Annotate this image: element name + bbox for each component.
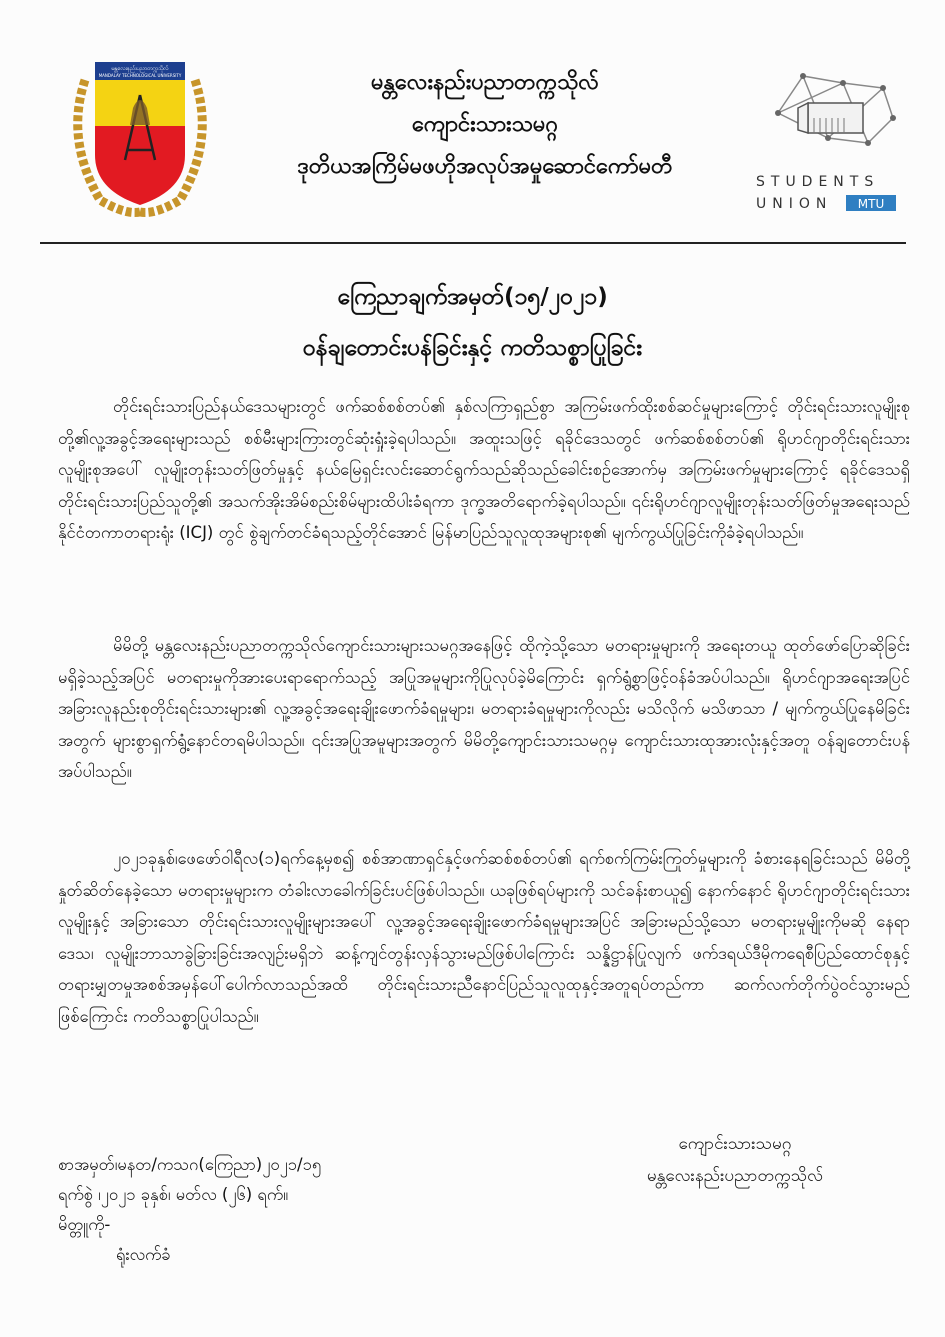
su-line1: STUDENTS [756, 174, 880, 190]
announcement-number: ကြေညာချက်အမှတ်(၁၅/၂၀၂၁) [337, 284, 608, 310]
announcement-title: ဝန်ချတောင်းပန်ခြင်းနှင့် ကတိသစ္စာပြုခြင်း [302, 335, 643, 361]
reference-number: စာအမှတ်၊မနတ/ကသဂ(ကြေညာ)၂၀၂၁/၁၅ [58, 1155, 322, 1174]
document-meta [58, 1150, 321, 1270]
org-line-2: ကျောင်းသားသမဂ္ဂ [411, 112, 559, 137]
paragraph-2: မိမိတို့ မန္တလေးနည်းပညာတက္ကသိုလ်ကျောင်းသားများသမဂ္ဂအနေဖြင့် ထိုကဲ့သို့သော မတရားမှုများကို အရေးတယူ ထုတ်ဖော်ပြောဆိုခြင်းမရှိခဲ့သည့်အပြင် မတရားမှုကိုအားပေးရာရောက်သည့် အပြုအမူများကိုပြုလုပ်ခဲ့မိကြောင်း ရှက်ရွံ့စွာဖြင့်ဝန်ခံအပ်ပါသည်။ ရိုဟင်ဂျာအရေးအပြင် အခြားလူနည်းစုတိုင်းရင်းသားများ၏ လူ့အခွင့်အရေးချိုးဖောက်ခံရမှုများ၊ မတရားခံရမှုများကိုလည်း မသိလိုက် မသိဖာသာ / မျက်ကွယ်ပြုနေမိခြင်းအတွက် များစွာရှက်ရွံ့နောင်တရမိပါသည်။ ၎င်းအပြုအမူများအတွက် မိမိတို့ကျောင်းသားသမဂ္ဂမှ ကျောင်းသားထုအားလုံးနှင့်အတူ ဝန်ချတောင်းပန်အပ်ပါသည်။ [58, 636, 910, 781]
logo-text-sub: MANDALAY TECHNOLOGICAL UNIVERSITY [98, 73, 182, 78]
letterhead [0, 0, 945, 245]
paragraph-3: ၂၀၂၁ခုနှစ်၊ဖေဖော်ဝါရီလ(၁)ရက်နေ့မှစ၍ စစ်အာဏာရှင်နှင့်ဖက်ဆစ်စစ်တပ်၏ ရက်စက်ကြမ်းကြုတ်မှုများကို ခံစားနေရခြင်းသည် မိမိတို့နှုတ်ဆိတ်နေခဲ့သော မတရားမှုများက တံခါးလာခေါက်ခြင်းပင်ဖြစ်ပါသည်။ ယခုဖြစ်ရပ်များကို သင်ခန်းစာယူ၍ နောက်နောင် ရိုဟင်ဂျာတိုင်းရင်းသားလူမျိုးနှင့် အခြားသော တိုင်းရင်းသားလူမျိုးများအပေါ် လူ့အခွင့်အရေးချိုးဖောက်ခံရမှုများအပြင် အခြားမည်သို့သော မတရားမှုမျိုးကိုမဆို နေရာဒေသ၊ လူမျိုးဘာသာခွဲခြားခြင်းအလျဉ်းမရှိဘဲ ဆန့်ကျင်တွန်းလှန်သွားမည်ဖြစ်ပါကြောင်း သန္နိဋ္ဌာန်ပြုလျက် ဖက်ဒရယ်ဒီမိုကရေစီပြည်ထောင်စုနှင့် တရားမျှတမှုအစစ်အမှန်ပေါ်ပေါက်လာသည်အထိ တိုင်းရင်းသားညီနောင်ပြည်သူလူထုနှင့်အတူရပ်တည်ကာ ဆက်လက်တိုက်ပွဲဝင်သွားမည်ဖြစ်ကြောင်း ကတိသစ္စာပြုပါသည်။ [58, 849, 910, 1026]
copy-to-value: ရုံးလက်ခံ [116, 1245, 171, 1264]
su-badge: MTU [857, 197, 885, 211]
organization-name [265, 62, 705, 188]
date-line: ရက်စွဲ ၊၂၀၂၁ ခုနှစ်၊ မတ်လ (၂၆) ရက်။ [58, 1185, 289, 1204]
signer-line-2: မန္တလေးနည်းပညာတက္ကသိုလ် [646, 1166, 824, 1186]
copy-to-label: မိတ္တူကို- [58, 1215, 111, 1234]
org-line-1: မန္တလေးနည်းပညာတက္ကသိုလ် [370, 70, 600, 95]
mtu-crest-logo [55, 50, 225, 220]
signature-block [600, 1128, 870, 1192]
logo-text-top: မန္တလေးနည်းပညာတက္ကသိုလ် [111, 66, 169, 72]
org-line-3: ဒုတိယအကြိမ်မဖဟိုအလုပ်အမှုဆောင်ကော်မတီ [297, 154, 673, 179]
signer-line-1: ကျောင်းသားသမဂ္ဂ [678, 1134, 792, 1154]
paragraph-1: တိုင်းရင်းသားပြည်နယ်ဒေသများတွင် ဖက်ဆစ်စစ်တပ်၏ နှစ်လကြာရှည်စွာ အကြမ်းဖက်ထိုးစစ်ဆင်မှုများကြောင့် တိုင်းရင်းသားလူမျိုးစုတို့၏လူ့အခွင့်အရေးများသည် စစ်မီးများကြားတွင်ဆုံးရှုံးခဲ့ရပါသည်။ အထူးသဖြင့် ရခိုင်ဒေသတွင် ဖက်ဆစ်စစ်တပ်၏ ရိုဟင်ဂျာတိုင်းရင်းသားလူမျိုးစုအပေါ် လူမျိုးတုန်းသတ်ဖြတ်မှုနှင့် နယ်မြေရှင်းလင်းဆောင်ရွက်သည်ဆိုသည်ခေါင်းစဉ်အောက်မှ အကြမ်းဖက်မှုများကြောင့် ရခိုင်ဒေသရှိတိုင်းရင်းသားပြည်သူတို့၏ အသက်အိုးအိမ်စည်းစိမ်များထိပါးခံရကာ ဒုက္ခအတိရောက်ခဲ့ရပါသည်။ ၎င်းရိုဟင်ဂျာလူမျိုးတုန်းသတ်ဖြတ်မှုအရေးသည် နိုင်ငံတကာတရားရုံး (ICJ) တွင် စွဲချက်တင်ခံရသည့်တိုင်အောင် မြန်မာပြည်သူလူထုအများစု၏ မျက်ကွယ်ပြုခြင်းကိုခံခဲ့ရပါသည်။ [58, 397, 910, 542]
students-union-logo [748, 68, 908, 218]
header-divider [40, 242, 906, 244]
su-line2: UNION [756, 196, 833, 212]
